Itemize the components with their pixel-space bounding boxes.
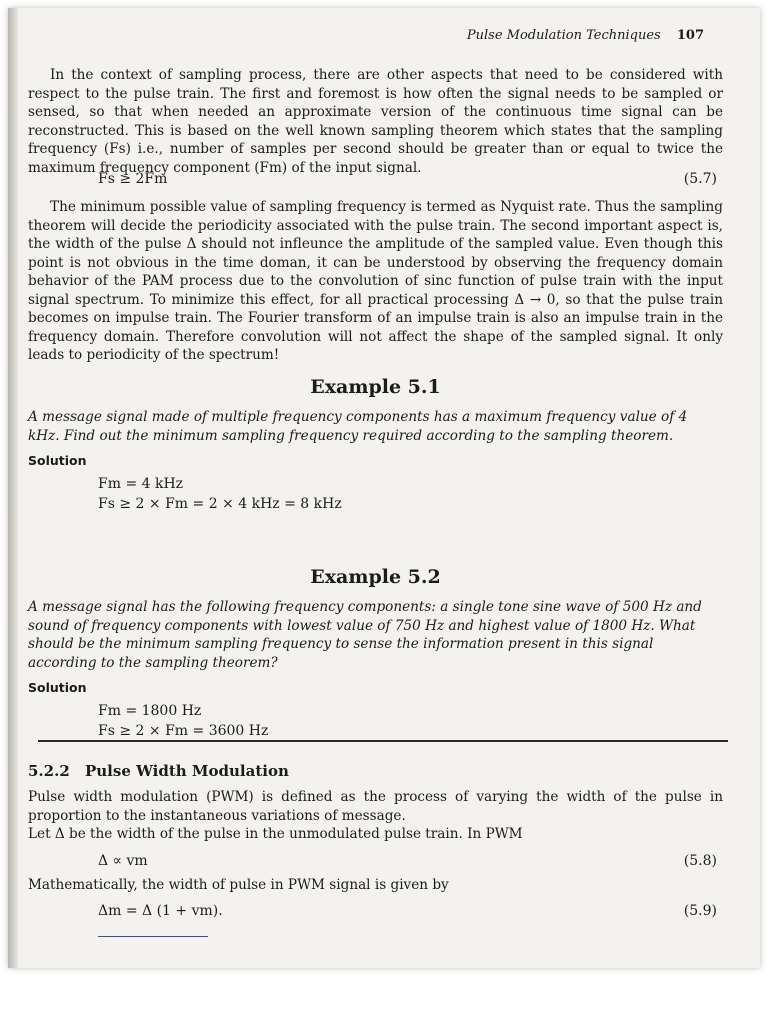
nyquist-block <box>28 198 723 365</box>
equation-5-7-number: (5.7) <box>683 171 717 187</box>
example-5-1-line-1: Fm = 4 kHz <box>98 476 184 492</box>
example-5-1-heading: Example 5.1 <box>310 376 441 398</box>
header-title: Pulse Modulation Techniques <box>466 28 661 43</box>
example-5-1-problem: A message signal made of multiple frequency components has a maximum frequency value of 4 kHz. Find out the minimum sampling frequency required according to the sampling theorem. <box>28 409 688 444</box>
pwm-delta-intro: Let Δ be the width of the pulse in the unmodulated pulse train. In PWM <box>28 826 523 842</box>
intro-paragraph: In the context of sampling process, there are other aspects that need to be considered with respect to the pulse train. The first and foremost is how often the signal needs to be sampled or sensed, so that when needed an approximate version of the continuous time signal can be reconstructed. This is based on the well known sampling theorem which states that the sampling frequency (Fs) i.e., number of samples per second should be greater than or equal to twice the maximum frequency component (Fm) of the input signal. <box>28 67 723 176</box>
equation-5-7 <box>28 168 723 190</box>
section-5-2-2 <box>28 762 723 922</box>
example-5-2-line-2: Fs ≥ 2 × Fm = 3600 Hz <box>98 723 269 739</box>
example-5-1-line-2: Fs ≥ 2 × Fm = 2 × 4 kHz = 8 kHz <box>98 496 342 512</box>
equation-5-8-expr: Δ ∝ vm <box>98 852 148 869</box>
equation-5-7-expr: Fs ≥ 2Fm <box>98 171 168 187</box>
equation-5-8 <box>28 850 723 872</box>
example-5-2-problem: A message signal has the following frequency components: a single tone sine wave of 500 Hz and sound of frequency components with lowest value of 750 Hz and highest value of 1800 Hz. What should be the minimum sampling frequency to sense the information present in this signal according to the sampling theorem? <box>28 599 702 671</box>
equation-5-9 <box>28 900 723 922</box>
pwm-math-intro: Mathematically, the width of pulse in PWM signal is given by <box>28 876 449 893</box>
example-5-1-solution-label: Solution <box>28 453 87 468</box>
equation-5-9-expr: Δm = Δ (1 + vm). <box>98 903 223 919</box>
intro-block <box>28 66 723 177</box>
equation-5-9-number: (5.9) <box>683 903 717 919</box>
section-number: 5.2.2 <box>28 762 70 780</box>
example-5-2-line-1: Fm = 1800 Hz <box>98 703 202 719</box>
nyquist-paragraph: The minimum possible value of sampling frequency is termed as Nyquist rate. Thus the sampling theorem will decide the periodicity associated with the pulse train. The second important aspect is, the width of the pulse Δ should not infleunce the amplitude of the sampled value. Even though this point is not obvious in the time doman, it can be understood by observing the frequency domain behavior of the PAM process due to the convolution of sinc function of pulse train with the input signal spectrum. To minimize this effect, for all practical processing Δ → 0, so that the pulse train becomes on impulse train. The Fourier transform of an impulse train is also an impulse train in the frequency domain. Therefore convolution will not affect the shape of the sampled signal. It only leads to periodicity of the spectrum! <box>28 199 723 363</box>
example-5-2-solution-label: Solution <box>28 680 87 695</box>
example-5-1 <box>28 376 723 514</box>
pen-underline-mark <box>98 936 208 937</box>
running-header <box>467 28 704 43</box>
section-divider <box>38 740 728 742</box>
equation-5-8-number: (5.8) <box>683 852 717 869</box>
book-page <box>8 8 760 968</box>
example-5-2 <box>28 566 723 741</box>
page-binding-shadow <box>8 8 18 968</box>
example-5-2-heading: Example 5.2 <box>310 566 441 588</box>
section-title: Pulse Width Modulation <box>85 762 289 780</box>
section-heading <box>28 762 723 780</box>
page-number: 107 <box>676 28 704 43</box>
pwm-definition: Pulse width modulation (PWM) is defined as the process of varying the width of the pulse in proportion to the instantaneous variations of message. <box>28 789 723 824</box>
